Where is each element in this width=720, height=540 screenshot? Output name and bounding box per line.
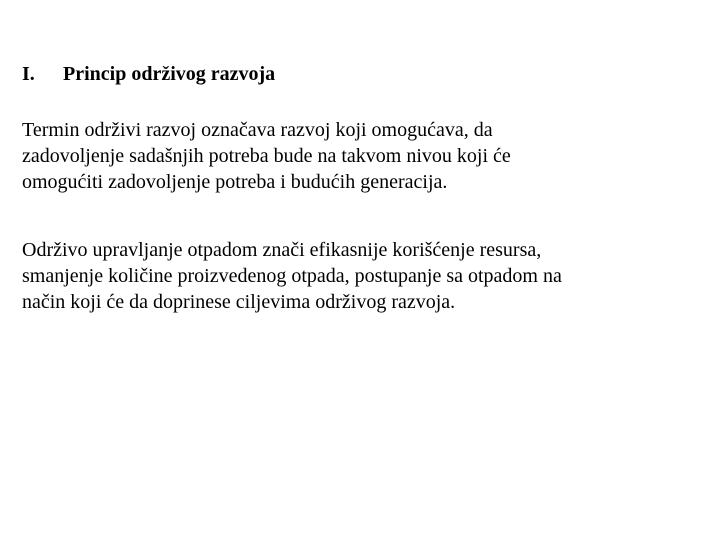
paragraph-line: Termin održivi razvoj označava razvoj koji omogućava, da: [22, 119, 493, 141]
paragraph-line: zadovoljenje sadašnjih potreba bude na takvom nivou koji će: [22, 145, 511, 167]
section-title: Princip održivog razvoja: [63, 63, 276, 85]
section-number: I.: [22, 63, 35, 85]
section-heading: [22, 60, 275, 88]
paragraph-sustainable-development: [22, 117, 702, 195]
paragraph-line: omogućiti zadovoljenje potreba i budućih generacija.: [22, 171, 448, 193]
paragraph-line: Održivo upravljanje otpadom znači efikasnije korišćenje resursa,: [22, 239, 542, 261]
paragraph-line: način koji će da doprinese ciljevima održivog razvoja.: [22, 291, 456, 313]
paragraph-line: smanjenje količine proizvedenog otpada, postupanje sa otpadom na: [22, 265, 562, 287]
paragraph-waste-management: [22, 237, 702, 315]
